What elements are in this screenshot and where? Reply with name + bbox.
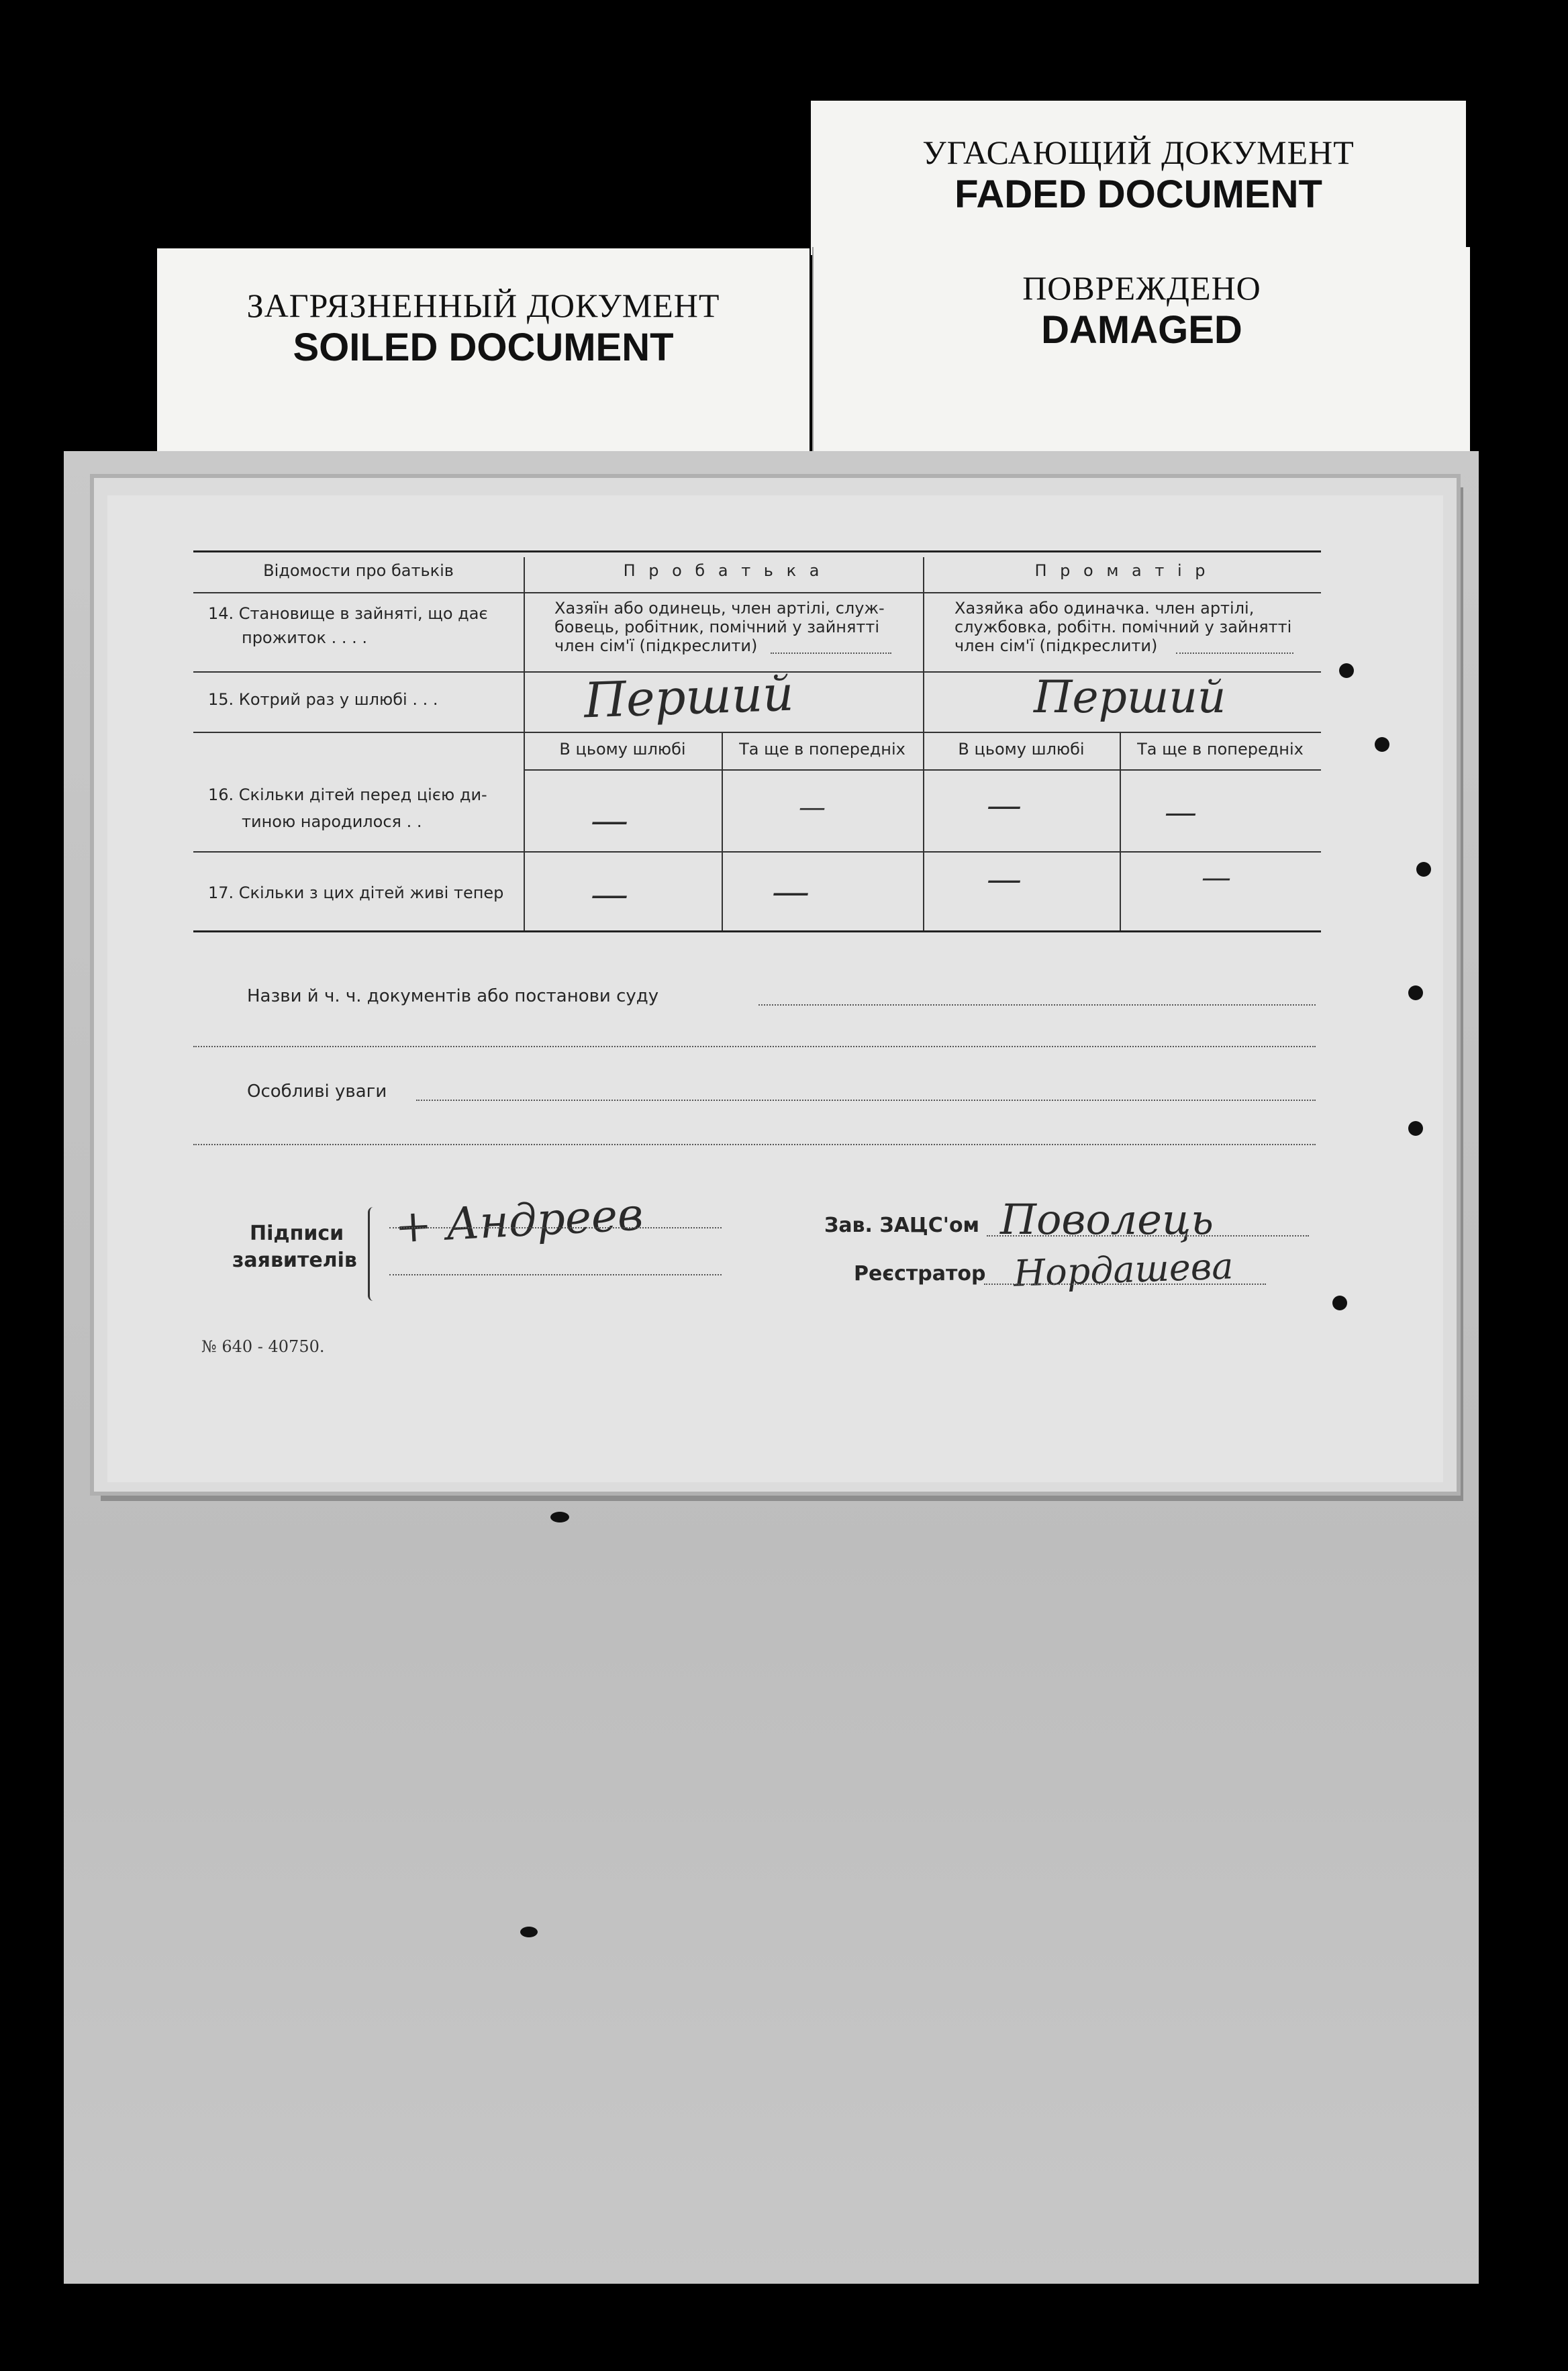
subheader-father-previous: Та ще в попередніх	[739, 740, 905, 759]
table-bottom-rule	[193, 930, 1321, 932]
registrar-signature: Нордашева	[1013, 1245, 1234, 1295]
header-parents-info: Відомости про батьків	[263, 561, 454, 580]
documents-label: Назви й ч. ч. документів або постанови суду	[247, 986, 659, 1006]
soiled-label-en: SOILED DOCUMENT	[293, 326, 674, 369]
punch-hole	[520, 1927, 538, 1937]
print-number: № 640 - 40750.	[201, 1337, 325, 1356]
documents-field-line2	[193, 1046, 1316, 1047]
registrar-label: Реєстратор	[854, 1262, 986, 1286]
header-mother: П р о м а т і р	[1034, 561, 1210, 580]
registrar-signature-line	[984, 1284, 1266, 1285]
remarks-field-line2	[193, 1144, 1316, 1145]
header-father: П р о б а т ь к а	[623, 561, 824, 580]
row15-label: 15. Котрий раз у шлюбі . . .	[208, 690, 438, 709]
row16-label-line1: 16. Скільки дітей перед цією ди-	[208, 785, 487, 804]
head-signature-line	[987, 1235, 1309, 1237]
applicant-signature-line1	[389, 1227, 722, 1228]
row17-mother-previous: —	[1202, 861, 1231, 895]
row17-father-previous: —	[772, 870, 810, 914]
punch-hole	[1339, 663, 1354, 678]
row15-father-value: Перший	[583, 665, 795, 729]
row16-mother-previous: —	[1165, 793, 1197, 831]
row14-label-line1: 14. Становище в зайняті, що дає	[208, 604, 488, 623]
soiled-label-ru: ЗАГРЯЗНЕННЫЙ ДОКУМЕНТ	[246, 287, 720, 324]
row16-father-current: —	[591, 799, 628, 842]
applicants-signature-label-line2: заявителів	[232, 1249, 357, 1272]
subheader-father-current: В цьому шлюбі	[559, 740, 686, 759]
applicant-signature: + Андреев	[393, 1188, 645, 1253]
damaged-document-label	[812, 247, 1470, 451]
faded-document-label	[811, 101, 1466, 255]
subheader-mother-previous: Та ще в попередніх	[1137, 740, 1304, 759]
faded-label-en: FADED DOCUMENT	[954, 173, 1322, 216]
row17-mother-current: —	[987, 859, 1022, 900]
row14-mother-line3: член сім'ї (підкреслити)	[954, 636, 1158, 655]
damaged-label-en: DAMAGED	[1041, 308, 1242, 352]
applicant-signature-line2	[389, 1274, 722, 1275]
punch-hole	[1408, 1121, 1423, 1136]
punch-hole	[550, 1512, 569, 1522]
row14-mother-line1: Хазяйка або одиначка. член артілі,	[954, 599, 1255, 618]
row17-father-current: —	[591, 873, 628, 916]
row14-father-line3: член сім'ї (підкреслити)	[554, 636, 758, 655]
remarks-label: Особливі уваги	[247, 1081, 387, 1102]
punch-hole	[1332, 1296, 1347, 1310]
row15-rule	[193, 732, 1321, 733]
punch-hole	[1375, 737, 1389, 752]
column-divider	[1120, 732, 1121, 930]
faded-label-ru: УГАСАЮЩИЙ ДОКУМЕНТ	[922, 134, 1355, 171]
punch-hole	[1408, 985, 1423, 1000]
row14-father-line2: бовець, робітник, помічний у зайнятті	[554, 618, 880, 636]
row14-mother-dots	[1176, 652, 1293, 654]
applicants-signature-label-line1: Підписи	[250, 1222, 344, 1245]
column-divider	[722, 732, 723, 930]
row17-label: 17. Скільки з цих дітей живі тепер	[208, 883, 504, 902]
row14-mother-line2: службовка, робітн. помічний у зайнятті	[954, 618, 1292, 636]
table-header-rule	[193, 592, 1321, 593]
row16-rule	[193, 851, 1321, 853]
row14-father-dots	[771, 652, 891, 654]
subheader-mother-current: В цьому шлюбі	[958, 740, 1085, 759]
row16-label-line2: тиною народилося . .	[242, 812, 422, 831]
row14-label-line2: прожиток . . . .	[242, 628, 368, 647]
row15-mother-value: Перший	[1034, 671, 1226, 723]
subheader-rule	[524, 769, 1321, 771]
damaged-label-ru: ПОВРЕЖДЕНО	[1022, 269, 1261, 307]
soiled-document-label	[157, 248, 810, 451]
head-label: Зав. ЗАЦС'ом	[824, 1214, 980, 1237]
signature-brace	[368, 1207, 379, 1301]
table-top-rule	[193, 550, 1321, 552]
row14-father-line1: Хазяїн або одинець, член артілі, служ-	[554, 599, 885, 618]
head-signature: Поволець	[1000, 1195, 1214, 1244]
row16-mother-current: —	[987, 785, 1022, 826]
punch-hole	[1416, 862, 1431, 877]
row16-father-previous: —	[799, 792, 826, 823]
remarks-field	[416, 1100, 1316, 1101]
documents-field	[758, 1004, 1316, 1006]
